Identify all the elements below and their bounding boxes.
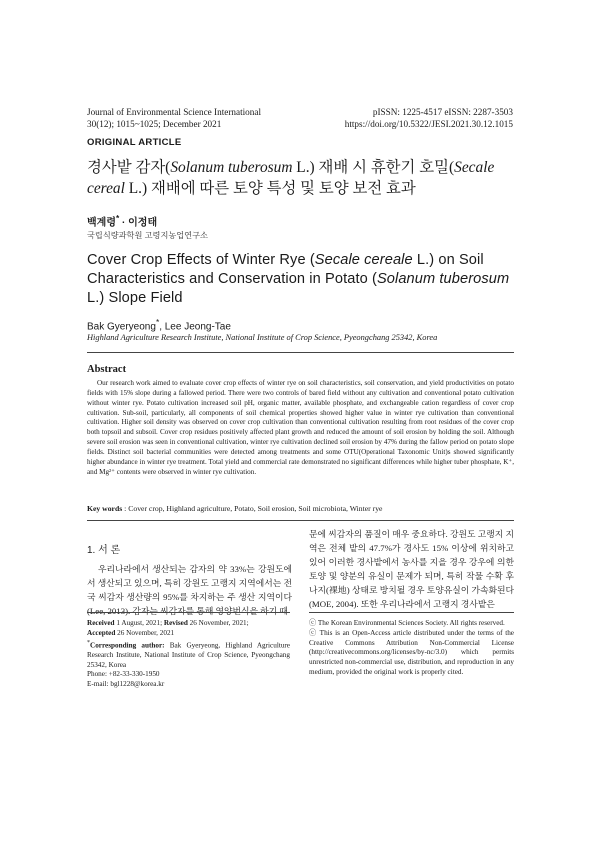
license-footnote [309, 619, 514, 678]
corresponding-author [87, 639, 290, 671]
abstract-heading: Abstract [87, 364, 127, 375]
accepted-line [87, 629, 290, 639]
revised-date: 26 November, 2021; [187, 619, 249, 627]
article-history-footnote [87, 619, 290, 690]
footnote-divider-right [309, 612, 514, 613]
keywords-list: Cover crop, Highland agriculture, Potato, Soil erosion, Soil microbiota, Winter rye [128, 504, 383, 513]
corresponding-address: Bak Gyeryeong, Highland Agriculture Research Institute, National Institute of Crop Science, Pyeongchang 25342, Korea [87, 640, 290, 669]
author-name: 이정태 [128, 217, 158, 229]
english-title-part: Cover Crop Effects of Winter Rye ( [87, 252, 315, 268]
body-column-left [87, 563, 292, 619]
revised-label: Revised [163, 619, 188, 627]
history-dates [87, 619, 290, 629]
copyright-line: ⓒ The Korean Environmental Sciences Society. All rights reserved. [309, 619, 505, 627]
doi-link[interactable]: https://doi.org/10.5322/JESI.2021.30.12.1015 [344, 119, 513, 129]
divider-top [87, 352, 514, 353]
email-link[interactable]: E-mail: bgl1228@korea.kr [87, 680, 165, 689]
english-authors [87, 317, 231, 332]
phone: Phone: +82-33-330-1950 [87, 670, 160, 679]
corresponding-mark: * [115, 213, 120, 223]
english-title-species: Secale cereale [314, 252, 413, 268]
accepted-date: 26 November, 2021 [115, 628, 175, 637]
section-heading-introduction: 1. 서 론 [87, 545, 121, 556]
journal-citation [87, 106, 261, 130]
korean-title-species: Secale cereal [87, 159, 495, 197]
english-title-part: L.) Slope Field [87, 290, 183, 306]
author-name: 백계령 [87, 217, 116, 229]
author-separator: , [159, 321, 165, 333]
korean-title-part: L.) 재배 시 휴한기 호밀( [292, 159, 455, 176]
korean-affiliation: 국립식량과학원 고령지농업연구소 [87, 231, 208, 240]
paragraph: 우리나라에서 생산되는 감자의 약 33%는 강원도에서 생산되고 있으며, 특히 강원도 고랭지 지역에서는 전국 씨감자 생산량의 95%를 차지하는 주 생산 지역이다 (Lee, 2013). 감자는 씨감자를 통해 영양번식을 하기 때 [87, 564, 292, 616]
korean-authors [87, 213, 157, 228]
corresponding-mark: * [87, 639, 90, 646]
corresponding-label: Corresponding author: [90, 640, 165, 649]
keywords-separator: : [122, 504, 129, 513]
english-title-species: Solanum tuberosum [376, 271, 510, 287]
english-affiliation: Highland Agriculture Research Institute, National Institute of Crop Science, Pyeongchang 25342, Korea [87, 333, 438, 342]
english-title-part: L.) on Soil Characteristics and Conservation in Potato ( [87, 252, 484, 287]
korean-title-part: L.) 재배에 따른 토양 특성 및 토양 보전 효과 [124, 180, 416, 197]
license-text: ⓒ This is an Open-Access article distributed under the terms of the Creative Commons Attribution Non-Commercial License (http://creativecommons.org/licenses/by-nc/3.0) which permits unrestricted non-commercial use, distribution, and reproduction in any medium, provided the original work is properly cited. [309, 628, 514, 676]
english-title [87, 251, 517, 308]
author-name: Lee Jeong-Tae [164, 321, 231, 333]
corresponding-mark: * [155, 317, 160, 327]
author-separator: · [119, 217, 129, 229]
journal-identifiers [345, 106, 513, 130]
article-type-label: ORIGINAL ARTICLE [87, 137, 182, 148]
paragraph: 문에 씨감자의 품질이 매우 중요하다. 강원도 고랭지 지역은 전체 밭의 47.7%가 경사도 15% 이상에 위치하고 있어 이러한 경사밭에서 농사를 지을 경우 강우에 의한 토양 및 양분의 유실이 문제가 되며, 특히 작물 수확 후 나지(裸地) 상태로 방치될 경우 토양유실이 가속화된다 (MOE, 2004). 또한 우리나라에서 고랭지 경사밭은 [309, 529, 514, 609]
korean-title-species: Solanum tuberosum [170, 159, 293, 176]
korean-title [87, 157, 517, 199]
body-column-right [309, 528, 514, 611]
footnote-divider-left [87, 612, 290, 613]
korean-title-part: 경사밭 감자( [87, 159, 171, 176]
journal-name: Journal of Environmental Science International [87, 107, 261, 117]
journal-volume-pages: 30(12); 1015~1025; December 2021 [87, 119, 222, 129]
received-date: 1 August, 2021; [114, 619, 164, 627]
keywords-label: Key words [87, 504, 123, 513]
author-name: Bak Gyeryeong [87, 321, 156, 333]
issn-line: pISSN: 1225-4517 eISSN: 2287-3503 [372, 107, 513, 117]
abstract-text: Our research work aimed to evaluate cover crop effects of winter rye on soil characteristics, soil conservation, and yield productivities on potato fields with 15% slope during a fallowed period. There were two controls of bared field without any cultivation and conventional potato cultivation without winter rye. Potato cultivation increased soil pH, organic matter, available phosphate, and exchangeable cation regardless of cover crop cultivation. Sub-soil, particularly, all components of soil chemical properties showed higher value in winter rye cultivation than conventional cultivation. Higher soil density was observed on cover crop cultivation than conventional cultivation resulting from root residues of the cover crop both topsoil and subsoil. Cover crop residues positively affected plant growth and reduced the amount of soil erosion by holding the soil. Although severe soil erosion was seen in conventional cultivation, winter rye cultivation declined soil erosion by 47% during the fallow period on potato slope fields. Distinct soil bacterial communities were detected among treatments and some OTU(Operational Taxonomic Unit)s showed significantly higher abundance in winter rye treatment. Total yield and commercial rate demonstrated no significant differences while higher tuber phosphate, K⁺, and Mg²⁺ contents were observed in winter rye cultivation. [87, 379, 514, 476]
divider-bottom [87, 520, 514, 521]
keywords [87, 504, 382, 513]
accepted-label: Accepted [87, 628, 116, 637]
received-label: Received [87, 619, 115, 627]
